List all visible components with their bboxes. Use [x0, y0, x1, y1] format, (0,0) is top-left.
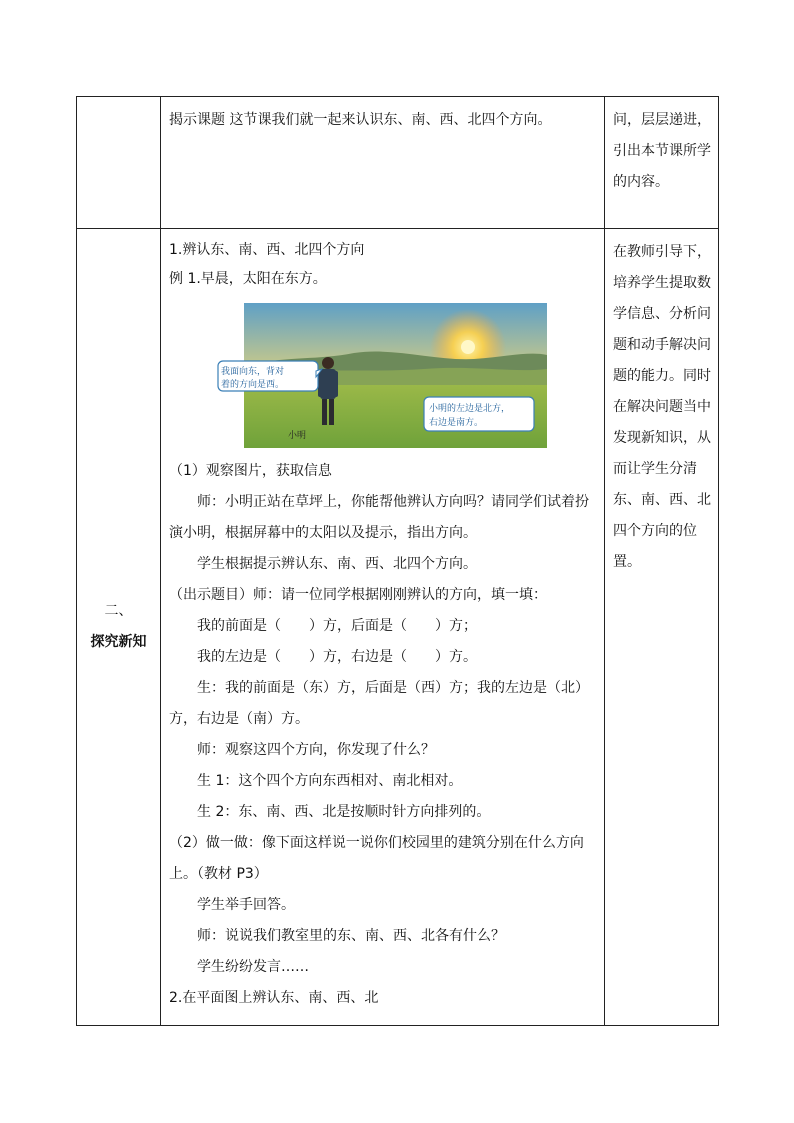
bubble-right-line1: 小明的左边是北方，	[429, 404, 511, 414]
content-cell	[161, 229, 605, 1026]
paragraph: 学生纷纷发言……	[197, 959, 309, 975]
section-heading: 1.辨认东、南、西、北四个方向	[169, 242, 365, 258]
sunrise-illustration	[221, 303, 547, 448]
stage-title: 探究新知	[90, 634, 147, 650]
content-cell	[161, 97, 605, 229]
paragraph: 学生根据提示辨认东、南、西、北四个方向。	[197, 556, 477, 572]
speech-bubble-left	[218, 361, 322, 391]
paragraph: 我的左边是（ ）方，右边是（ ）方。	[197, 649, 477, 665]
paragraph: 师：小明正站在草坪上，你能帮他辨认方向吗？请同学们试着扮演小明，根据屏幕中的太阳以及提示，指出方向。	[169, 494, 589, 541]
example-text: 例 1.早晨，太阳在东方。	[169, 271, 327, 287]
stage-number: 二、	[104, 603, 133, 619]
design-note-cell: 在教师引导下，培养学生提取数学信息、分析问题和动手解决问题的能力。同时在解决问题当中发现新知识，从而让学生分清东、南、西、北四个方向的位置。	[605, 229, 719, 1026]
design-note-cell: 问，层层递进，引出本节课所学的内容。	[605, 97, 719, 229]
table-row	[77, 97, 719, 229]
stage-cell	[77, 229, 161, 1026]
bubble-left-line1: 我面向东，背对	[221, 367, 285, 377]
stage-cell-empty	[77, 97, 161, 229]
paragraph: 师：观察这四个方向，你发现了什么？	[197, 742, 435, 758]
reveal-topic-text: 揭示课题 这节课我们就一起来认识东、南、西、北四个方向。	[169, 112, 552, 128]
paragraph: 2.在平面图上辨认东、南、西、北	[169, 990, 379, 1006]
paragraph: （2）做一做：像下面这样说一说你们校园里的建筑分别在什么方向上。（教材 P3）	[169, 835, 584, 882]
speech-bubble-right	[424, 397, 534, 431]
paragraph: 师：说说我们教室里的东、南、西、北各有什么？	[197, 928, 505, 944]
paragraph: （出示题目）师：请一位同学根据刚刚辨认的方向，填一填：	[169, 587, 547, 603]
paragraph: 学生举手回答。	[197, 897, 295, 913]
boy-name-label: 小明	[288, 431, 307, 441]
paragraph: （1）观察图片，获取信息	[169, 463, 332, 479]
bubble-left-line2: 着的方向是西。	[221, 380, 285, 390]
paragraph: 生 2：东、南、西、北是按顺时针方向排列的。	[197, 804, 491, 820]
table-row	[77, 229, 719, 1026]
paragraph: 生：我的前面是（东）方，后面是（西）方；我的左边是（北）方，右边是（南）方。	[169, 680, 589, 727]
paragraph: 我的前面是（ ）方，后面是（ ）方；	[197, 618, 477, 634]
paragraph: 生 1：这个四个方向东西相对、南北相对。	[197, 773, 463, 789]
lesson-table	[76, 96, 719, 1026]
bubble-right-line2: 右边是南方。	[429, 418, 484, 428]
